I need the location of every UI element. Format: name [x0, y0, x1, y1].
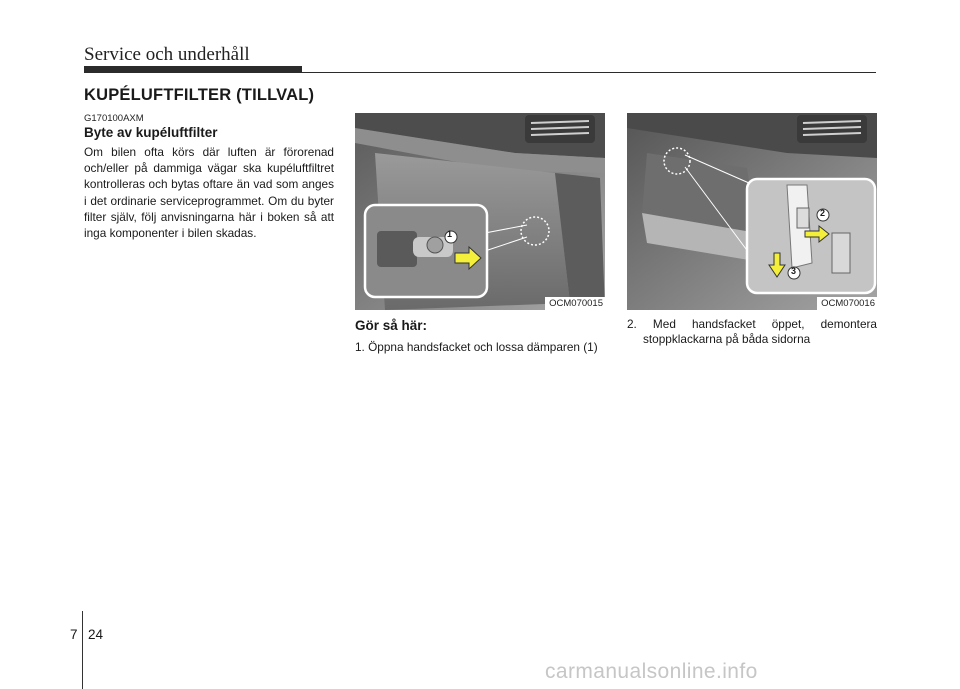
- section-subtitle: Byte av kupéluftfilter: [84, 125, 218, 140]
- header-title: Service och underhåll: [84, 44, 250, 65]
- step-item: 1. Öppna handsfacket och lossa dämparen (1): [355, 340, 598, 354]
- footer-divider: [82, 611, 83, 689]
- chapter-number: 7: [70, 627, 78, 642]
- figure-caption: OCM070016: [817, 297, 877, 310]
- figure-glovebox-damper: [355, 113, 605, 310]
- section-title: KUPÉLUFTFILTER (TILLVAL): [84, 86, 315, 104]
- step-item: 2. Med handsfacket öppet, demontera stoppklackarna på båda sidorna: [627, 317, 877, 346]
- callout-label: 2: [820, 208, 826, 218]
- watermark: carmanualsonline.info: [545, 660, 758, 683]
- glovebox-damper-illustration: [355, 113, 605, 310]
- intro-paragraph: Om bilen ofta körs där luften är förorenad och/eller på dammiga vägar ska kupéluftfiltret kontrolleras och bytas oftare än vad som anges i det ordinarie serviceprogrammet. Om du byter filter själv, följ anvisningarna här i boken så att inga komponenter i bilen skadas.: [84, 145, 334, 241]
- stopper-removal-illustration: [627, 113, 877, 310]
- section-code: G170100AXM: [84, 113, 144, 124]
- page-number: 24: [88, 627, 104, 642]
- steps-title: Gör så här:: [355, 318, 428, 333]
- callout-label: 1: [447, 229, 453, 239]
- figure-caption: OCM070015: [545, 297, 605, 310]
- callout-label: 3: [791, 266, 797, 276]
- header-rule: [84, 72, 876, 73]
- figure-stopper-removal: [627, 113, 877, 310]
